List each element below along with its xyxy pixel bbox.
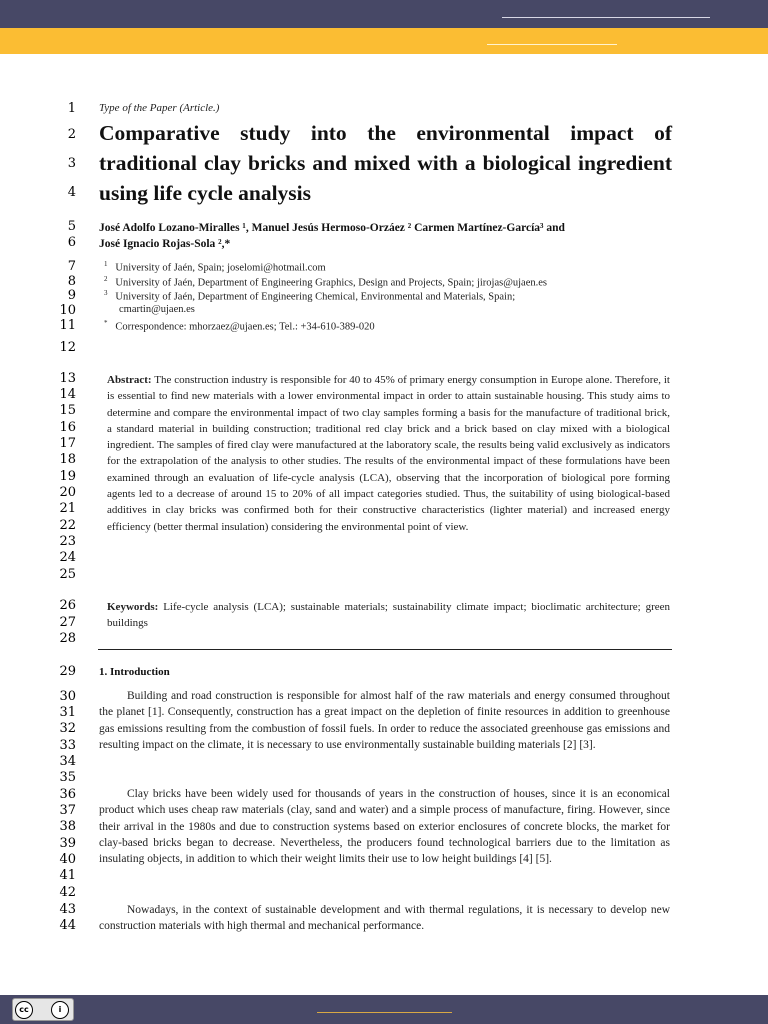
journal-header-bar: [0, 0, 768, 28]
line-number: 19: [59, 469, 76, 484]
line-number: 1: [67, 101, 76, 116]
line-number: 33: [59, 738, 76, 753]
footer-rule: [317, 1012, 452, 1013]
line-number: 10: [59, 303, 76, 318]
line-number: 23: [59, 534, 76, 549]
line-number: 20: [59, 485, 76, 500]
header-rule: [502, 17, 710, 18]
line-number: 16: [59, 420, 76, 435]
line-number: 6: [67, 235, 76, 250]
abstract-text: The construction industry is responsible for 40 to 45% of primary energy consumption in Europe alone. Therefore, it is essential to find new materials with a lower environmental impact in order to attain sustainable housing. This study aims to determine and compare the environmental impact of two clay samples forming a basis for the manufacture of traditional brick, a standard material in building construction; traditional red clay brick and a brick based on clay mixed with a biological ingredient. The samples of fired clay were manufactured at the laboratory scale, the results being valid exclusively as indicators for the extrapolation of the analysis to other studies. The results of the environmental impact of these formulations have been examined through an evaluation of life-cycle analysis (LCA), observing that the incorporation of biological pore forming agents led to a decrease of around 15 to 20% of all impact categories studied. Thus, the suitability of using biological-based additives in clay bricks was confirmed both for their constructive characteristics (lighter material) and increased energy efficiency (better thermal insulation) considering the environmental point of view.: [107, 374, 670, 533]
line-number: 34: [59, 754, 76, 769]
line-number: 42: [59, 885, 76, 900]
paper-title: Comparative study into the environmental impact of traditional clay bricks and mixed with a biological ingredient using life cycle analysis: [99, 121, 672, 205]
line-number: 7: [67, 259, 76, 274]
journal-footer-bar: [0, 995, 768, 1024]
line-number: 5: [67, 219, 76, 234]
line-number: 39: [59, 836, 76, 851]
line-number: 22: [59, 518, 76, 533]
attribution-icon: i: [51, 1001, 69, 1019]
section-heading: 1. Introduction: [99, 666, 170, 678]
correspondence: * Correspondence: mhorzaez@ujaen.es; Tel.: +34-610-389-020: [104, 319, 375, 333]
keywords-label: Keywords:: [107, 601, 159, 613]
line-number: 37: [59, 803, 76, 818]
line-number: 8: [67, 274, 76, 289]
keywords: [107, 599, 670, 632]
line-number: 32: [59, 721, 76, 736]
line-number: 14: [59, 387, 76, 402]
accent-rule: [487, 44, 617, 45]
abstract: [107, 372, 670, 535]
line-number: 29: [59, 664, 76, 679]
line-number: 12: [59, 340, 76, 355]
line-number: 17: [59, 436, 76, 451]
creative-commons-icon: cc: [15, 1001, 33, 1019]
body-paragraph: Nowadays, in the context of sustainable development and with thermal regulations, it is necessary to develop new construction materials with high thermal and mechanical performance.: [99, 904, 670, 933]
affiliation-continued: cmartin@ujaen.es: [119, 304, 195, 315]
line-number: 40: [59, 852, 76, 867]
author-list: [99, 220, 674, 252]
line-number: 38: [59, 819, 76, 834]
license-badge[interactable]: [12, 998, 74, 1021]
line-number: 25: [59, 567, 76, 582]
affiliation: $^1$ University of Jaén, Spain; joselomi@hotmail.com: [104, 260, 326, 274]
abstract-label: Abstract:: [107, 374, 152, 386]
line-number: 2: [67, 127, 76, 142]
author-line: José Adolfo Lozano-Miralles ¹, Manuel Jesús Hermoso-Orzáez ² Carmen Martínez-García³ and: [99, 222, 565, 234]
line-number: 24: [59, 550, 76, 565]
line-number: 3: [67, 156, 76, 171]
line-number: 4: [67, 185, 76, 200]
line-number: 44: [59, 918, 76, 933]
line-number: 43: [59, 902, 76, 917]
line-number: 30: [59, 689, 76, 704]
line-number: 11: [59, 318, 76, 333]
author-line: José Ignacio Rojas-Sola ²,*: [99, 238, 231, 250]
line-number: 35: [59, 770, 76, 785]
paper-type: Type of the Paper (Article.): [99, 102, 220, 114]
line-number: 31: [59, 705, 76, 720]
line-number: 28: [59, 631, 76, 646]
body-paragraph: Building and road construction is responsible for almost half of the raw materials and energy consumed throughout the planet [1]. Consequently, construction has a great impact on the depletion of finite resources in addition to greenhouse gas emissions resulting from the combustion of fossil fuels. In order to reduce the associated greenhouse gas emissions and resulting impact on the climate, it is necessary to use environmentally sustainable building materials [2] [3].: [99, 690, 670, 751]
line-number: 41: [59, 868, 76, 883]
line-number: 9: [67, 288, 76, 303]
affiliation: $^3$ University of Jaén, Department of Engineering Chemical, Environmental and Materials, Spain;: [104, 289, 516, 303]
line-number: 18: [59, 452, 76, 467]
line-number: 15: [59, 403, 76, 418]
line-number: 26: [59, 598, 76, 613]
line-number: 36: [59, 787, 76, 802]
affiliation: $^2$ University of Jaén, Department of Engineering Graphics, Design and Projects, Spain; jirojas@ujaen.es: [104, 275, 547, 289]
journal-accent-bar: [0, 28, 768, 54]
line-number: 27: [59, 615, 76, 630]
keywords-text: Life-cycle analysis (LCA); sustainable materials; sustainability climate impact; bioclimatic architecture; green buildings: [107, 601, 671, 630]
line-number: 21: [59, 501, 76, 516]
line-number: 13: [59, 371, 76, 386]
section-divider: [98, 649, 672, 650]
body-paragraph: Clay bricks have been widely used for thousands of years in the construction of houses, since it is an economical product which uses cheap raw materials (clay, sand and water) and a simple process of manufacture, firing. However, since their arrival in the 1980s and due to construction systems based on exterior enclosures of concrete blocks, the market for clay-based bricks began to decrease. Nevertheless, the producers found technological barriers due to the limitation as insulating objects, in addition to which their weight limits their use to low height buildings [4] [5].: [99, 788, 670, 866]
